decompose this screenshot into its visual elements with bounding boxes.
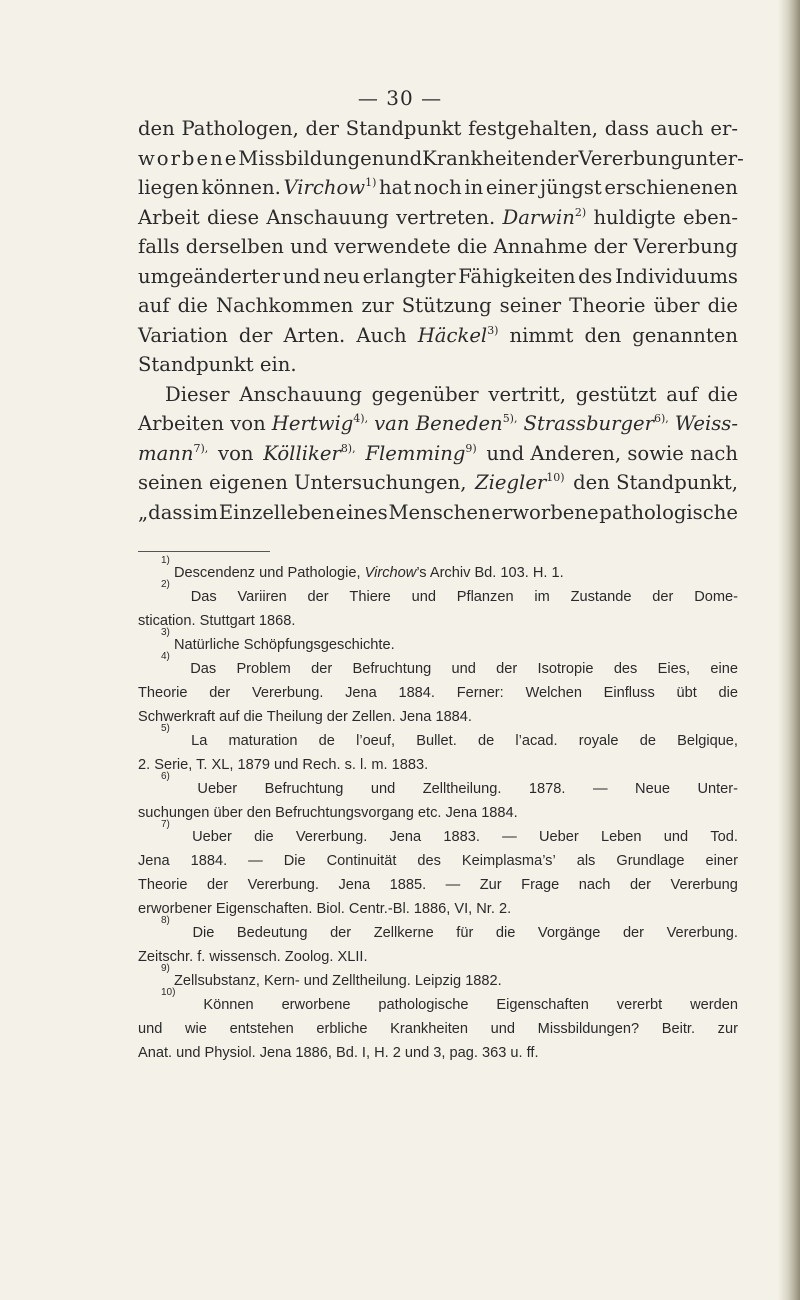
author-name-weissmann-part: Weiss- [674, 412, 738, 435]
word: zur [717, 1021, 738, 1037]
word: Keimplasma’s’ [461, 853, 556, 869]
text-line [138, 114, 738, 144]
word: die [456, 235, 488, 258]
word: im [534, 589, 550, 605]
footnote-text: Zeitschr. f. wissensch. Zoolog. XLII. [138, 949, 368, 965]
author-name-van-beneden: van Beneden [374, 412, 503, 435]
word: Neue [635, 781, 670, 797]
page-number: — 30 — [357, 86, 443, 110]
word: Jena [345, 685, 377, 701]
text-line [138, 439, 738, 469]
word: über [653, 294, 700, 317]
footnotes [138, 555, 738, 1065]
word: Die [283, 853, 306, 869]
word: erlangter [362, 264, 456, 288]
word: die [707, 294, 738, 317]
word: 1885. [389, 877, 427, 893]
word: „dass [138, 500, 193, 524]
word: die [177, 294, 208, 317]
footnote-marker: 2) [574, 205, 587, 219]
word: Einzelleben [218, 500, 335, 524]
author-name-weissmann-rest: mann [138, 441, 194, 465]
word: Auch [356, 323, 407, 347]
word: unter- [683, 146, 744, 170]
word: nach [578, 877, 611, 893]
word: Vererbung [633, 235, 738, 258]
author-name-darwin: Darwin [502, 205, 575, 229]
footnote-line [138, 609, 738, 633]
word: der [629, 877, 652, 893]
word: auch [655, 117, 704, 140]
word: 1884. [398, 685, 435, 701]
word: erbliche [316, 1021, 368, 1037]
word: diese [207, 205, 260, 229]
word: Problem [236, 661, 291, 677]
word: der [238, 323, 273, 347]
word: Annahme [493, 235, 588, 258]
word: Zustande [570, 589, 632, 605]
footnote-number: 7) [161, 819, 170, 830]
word: Eigenschaften [496, 997, 589, 1013]
word: Arten. [283, 323, 346, 347]
word: 1884. [190, 853, 228, 869]
word: als [576, 853, 596, 869]
word: der [622, 925, 645, 941]
word: und [490, 1021, 516, 1037]
word: und [411, 589, 436, 605]
author-name-flemming: Flemming [365, 441, 466, 465]
word: der [330, 925, 352, 941]
word: und [370, 781, 396, 797]
word: Variiren [237, 589, 287, 605]
footnote-separator [138, 551, 270, 552]
word: Die [192, 925, 215, 941]
word: Standpunkt [345, 117, 462, 140]
author-name [283, 173, 376, 203]
footnote-9 [138, 963, 738, 993]
word: Vererbung. [251, 685, 324, 701]
footnote-number: 3) [161, 627, 170, 638]
word: auf [138, 294, 170, 317]
footnote-text: Schwerkraft auf die Theilung der Zellen. Jena 1884. [138, 709, 472, 725]
word: Zelltheilung. [422, 781, 502, 797]
footnote-5 [138, 723, 738, 777]
word: übt [676, 685, 697, 701]
footnote-line [138, 915, 738, 945]
footnote-author: Virchow [364, 565, 417, 581]
footnote-text: Anat. und Physiol. Jena 1886, Bd. I, H. 2 und 3, pag. 363 u. ff. [138, 1045, 539, 1061]
text-line [138, 144, 744, 174]
author-name [365, 439, 476, 469]
footnote-10 [138, 987, 738, 1065]
word: Ueber [192, 829, 232, 845]
footnote-marker: 3) [487, 323, 499, 337]
word: 1883. [443, 829, 480, 845]
footnote-text: erworbener Eigenschaften. Biol. Centr.-Bl. 1886, VI, Nr. 2. [138, 901, 512, 917]
word: Stützung [401, 294, 492, 317]
footnote-text: Zellsubstanz, Kern- und Zelltheilung. Leipzig 1882. [173, 973, 502, 989]
word: Frage [521, 877, 560, 893]
word: und [138, 1021, 163, 1037]
word: Welchen [525, 685, 582, 701]
author-name-virchow: Virchow [283, 176, 366, 199]
line-text: Standpunkt ein. [138, 353, 297, 376]
footnote-4 [138, 651, 738, 729]
author-name [138, 439, 208, 469]
word: — [248, 853, 263, 869]
word: Missbildungen [238, 146, 385, 170]
footnote-number: 1) [161, 555, 170, 566]
word: wie [185, 1021, 207, 1037]
word: in [464, 176, 484, 199]
word: Theorie [138, 685, 188, 701]
footnote-line [138, 963, 738, 993]
word: Theorie [569, 294, 646, 317]
footnote-text: Natürliche Schöpfungsgeschichte. [173, 637, 395, 653]
footnote-marker: 4), [353, 412, 369, 425]
word: dass [604, 117, 650, 140]
footnote-8 [138, 915, 738, 969]
line-text: und Anderen, sowie nach [486, 441, 738, 465]
footnote-number: 4) [161, 651, 170, 662]
word: und [451, 661, 476, 677]
footnote-marker: 5), [502, 412, 518, 425]
word: Unter- [697, 781, 738, 797]
text-line [138, 468, 738, 498]
word: des [613, 661, 638, 677]
text-line [138, 350, 738, 380]
line-text: von [218, 441, 254, 465]
footnote-line [138, 651, 738, 681]
word: Ferner: [456, 685, 504, 701]
word: Beitr. [661, 1021, 696, 1037]
word: huldigte [593, 205, 676, 229]
word: der [652, 589, 674, 605]
word: Variation [138, 323, 228, 347]
word: im [193, 500, 219, 524]
word: — [445, 877, 461, 893]
word: Eies, [657, 661, 691, 677]
word: der [496, 661, 518, 677]
word: Tod. [710, 829, 738, 845]
word: falls [138, 235, 180, 258]
word: jüngst [539, 176, 602, 199]
word: Pathologen, [181, 117, 299, 140]
word: einer [705, 853, 738, 869]
word: Menschen [388, 500, 491, 524]
page-edge-shadow [778, 0, 800, 1300]
author-name [475, 468, 565, 498]
footnote-marker: 8), [340, 441, 356, 455]
text-line [138, 173, 738, 203]
word: er- [710, 117, 738, 140]
footnote-line [138, 1041, 738, 1065]
word: Ueber [197, 781, 238, 797]
word: der [209, 685, 231, 701]
word: neu [323, 264, 360, 288]
footnote-line [138, 771, 738, 801]
text-line [138, 321, 738, 351]
word: des [578, 264, 613, 288]
word: und [290, 235, 328, 258]
word: und [282, 264, 321, 288]
footnote-line [138, 753, 738, 777]
word: derselben [185, 235, 284, 258]
main-text [138, 114, 744, 527]
word: die [254, 829, 274, 845]
word: Bullet. [416, 733, 457, 749]
footnote-marker: 7), [193, 441, 209, 455]
footnote-text: suchungen über den Befruchtungsvorgang etc. Jena 1884. [138, 805, 518, 821]
word: maturation [228, 733, 298, 749]
word: Dome- [694, 589, 738, 605]
author-name-hertwig: Hertwig [271, 412, 354, 435]
word: — [592, 781, 608, 797]
word: eben- [683, 205, 738, 229]
line-text: den Standpunkt, [573, 471, 738, 494]
word: Dieser [165, 382, 230, 406]
word: der [307, 589, 329, 605]
word: des [417, 853, 441, 869]
word: und [663, 829, 689, 845]
line-text: seinen eigenen Untersuchungen, [138, 471, 467, 494]
word: auf [666, 382, 698, 406]
word: können. [201, 176, 281, 199]
word: La [191, 733, 208, 749]
word: Zellkerne [373, 925, 434, 941]
word: vertreten. [396, 205, 496, 229]
word: der [544, 146, 579, 170]
word: Thiere [349, 589, 391, 605]
word: seiner [499, 294, 562, 317]
footnote-text: stication. Stuttgart 1868. [138, 613, 296, 629]
word: 1878. [528, 781, 566, 797]
footnote-marker: 1) [365, 176, 377, 189]
word: Krankheiten [422, 146, 545, 170]
word: Befruchtung [264, 781, 344, 797]
word: verwendete [334, 235, 451, 258]
word: und [384, 146, 423, 170]
word: Nachkommen [215, 294, 354, 317]
author-name-koelliker: Kölliker [263, 441, 341, 465]
word: Pflanzen [456, 589, 514, 605]
word: Individuums [615, 264, 738, 288]
footnote-line [138, 801, 738, 825]
footnote-line [138, 945, 738, 969]
footnote-number: 2) [161, 579, 170, 590]
author-name [263, 439, 355, 469]
footnote-number: 9) [161, 963, 170, 974]
word: Zur [479, 877, 502, 893]
word: pathologische [599, 500, 738, 524]
word: l’oeuf, [356, 733, 396, 749]
footnote-number: 10) [161, 987, 176, 998]
word: Einfluss [603, 685, 655, 701]
footnote-number: 5) [161, 723, 170, 734]
text-line [138, 409, 738, 439]
word: Missbildungen? [537, 1021, 640, 1037]
word: Arbeit [138, 205, 200, 229]
text-line [138, 498, 738, 528]
word: Ueber [538, 829, 579, 845]
footnote-text: Descendenz und Pathologie, [173, 565, 361, 581]
word: Grundlage [616, 853, 685, 869]
word: — [502, 829, 517, 845]
word: Continuität [326, 853, 397, 869]
word: Theorie [138, 877, 188, 893]
word: Krankheiten [390, 1021, 468, 1037]
footnote-line [138, 723, 738, 753]
word: Leben [600, 829, 642, 845]
footnote-2 [138, 579, 738, 633]
word: Vererbung [578, 146, 684, 170]
word: Vererbung. [295, 829, 368, 845]
footnote-number: 8) [161, 915, 170, 926]
word: den [138, 117, 175, 140]
footnote-marker: 6), [654, 412, 669, 425]
footnote-line [138, 705, 738, 729]
word: den [584, 323, 622, 347]
word: de [318, 733, 335, 749]
word: Jena [338, 877, 371, 893]
word: Belgique, [677, 733, 738, 749]
word: vertritt, [488, 382, 566, 406]
line-text: Arbeiten von [138, 412, 266, 435]
footnote-line [138, 1017, 738, 1041]
text-line [138, 232, 738, 262]
author-name-haeckel: Häckel [417, 323, 488, 347]
word: gegenüber [371, 382, 479, 406]
text-line [138, 380, 738, 410]
author-name-strassburger: Strassburger [523, 412, 655, 435]
word: Jena [389, 829, 422, 845]
word: umgeänderter [138, 264, 280, 288]
word: der [206, 877, 229, 893]
word: hat [378, 176, 412, 199]
footnote-line [138, 897, 738, 921]
author-name [502, 203, 586, 233]
footnote-line [138, 579, 738, 609]
paragraph-2 [138, 380, 738, 528]
word: der [305, 117, 340, 140]
paragraph-1 [138, 114, 744, 380]
author-name [524, 409, 669, 439]
word: erworbene [491, 500, 599, 524]
word: werden [690, 997, 738, 1013]
word: Isotropie [537, 661, 594, 677]
footnote-text: 2. Serie, T. XL, 1879 und Rech. s. l. m. 1883. [138, 757, 429, 773]
word: de [477, 733, 495, 749]
word: pathologische [378, 997, 469, 1013]
text-line [138, 262, 738, 292]
footnote-number: 6) [161, 771, 170, 782]
footnote-7 [138, 819, 738, 921]
word: der [593, 235, 628, 258]
text-line [138, 203, 738, 233]
word: der [311, 661, 333, 677]
footnote-3 [138, 627, 738, 657]
spaced-word: worbene [138, 146, 239, 170]
word: royale [578, 733, 619, 749]
word: nimmt [509, 323, 574, 347]
footnote-line [138, 627, 738, 657]
footnote-text: ’s Archiv Bd. 103. H. 1. [416, 565, 564, 581]
word: Anschauung [239, 382, 362, 406]
word: noch [413, 176, 462, 199]
word: Können [203, 997, 254, 1013]
footnote-marker: 9) [465, 441, 477, 455]
word: die [495, 925, 516, 941]
word: Vererbung. [247, 877, 319, 893]
author-name [272, 409, 368, 439]
text-line [138, 291, 738, 321]
footnote-1 [138, 555, 738, 585]
word: die [718, 685, 738, 701]
author-name [418, 321, 499, 351]
word: genannten [632, 323, 738, 347]
word: gestützt [575, 382, 657, 406]
footnote-6 [138, 771, 738, 825]
footnote-line [138, 987, 738, 1017]
footnote-line [138, 819, 738, 849]
word: erworbene [281, 997, 351, 1013]
word: Fähigkeiten [458, 264, 576, 288]
footnote-line [138, 681, 738, 705]
word: Vererbung. [666, 925, 738, 941]
footnote-line [138, 555, 738, 585]
word: de [639, 733, 656, 749]
word: entstehen [229, 1021, 294, 1037]
word: zur [361, 294, 394, 317]
word: Jena [138, 853, 170, 869]
word: eines [335, 500, 388, 524]
word: Das [190, 589, 217, 605]
word: Vererbung [670, 877, 738, 893]
word: für [456, 925, 474, 941]
word: festgehalten, [468, 117, 598, 140]
word: Das [190, 661, 217, 677]
footnote-line [138, 873, 738, 897]
word: erschienenen [604, 176, 738, 199]
word: eine [710, 661, 738, 677]
footnote-line [138, 849, 738, 873]
word: einer [485, 176, 538, 199]
word: liegen [138, 176, 199, 199]
word: vererbt [616, 997, 663, 1013]
word: Befruchtung [352, 661, 432, 677]
word: Bedeutung [236, 925, 308, 941]
word: Vorgänge [537, 925, 601, 941]
word: l’acad. [515, 733, 558, 749]
word: die [707, 382, 738, 406]
author-name-ziegler: Ziegler [475, 471, 547, 494]
word: Anschauung [266, 205, 389, 229]
footnote-marker: 10) [546, 471, 565, 484]
author-name [374, 409, 517, 439]
